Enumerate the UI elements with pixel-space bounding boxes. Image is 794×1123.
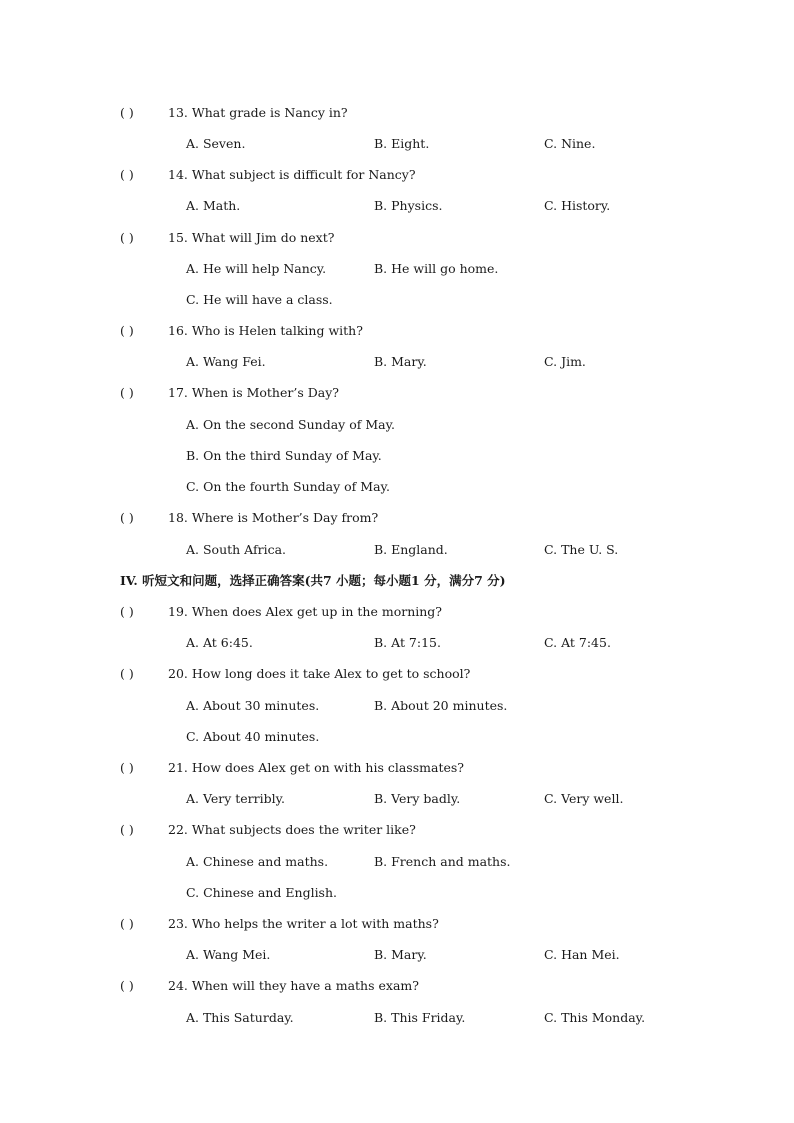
- answer-blank[interactable]: ( ): [120, 666, 134, 681]
- option-a[interactable]: A. About 30 minutes.: [186, 698, 320, 713]
- question-13: [0, 103, 794, 123]
- option-c[interactable]: C. Jim.: [544, 354, 586, 369]
- options-20-row2: [0, 727, 794, 747]
- option-b[interactable]: B. He will go home.: [374, 261, 499, 276]
- question-text: 23. Who helps the writer a lot with maths?: [168, 916, 439, 931]
- question-text: 19. When does Alex get up in the morning?: [168, 604, 442, 619]
- question-15: [0, 228, 794, 248]
- answer-blank[interactable]: ( ): [120, 230, 134, 245]
- options-13: [0, 134, 794, 154]
- question-text: 15. What will Jim do next?: [168, 230, 335, 245]
- option-c[interactable]: C. He will have a class.: [186, 292, 333, 307]
- option-b[interactable]: B. French and maths.: [374, 854, 511, 869]
- options-17-row3: [0, 477, 794, 497]
- section-iv-heading: [0, 571, 794, 591]
- question-24: [0, 976, 794, 996]
- option-c[interactable]: C. Chinese and English.: [186, 885, 338, 900]
- option-c[interactable]: C. The U. S.: [544, 542, 619, 557]
- question-text: 20. How long does it take Alex to get to school?: [168, 666, 471, 681]
- option-b[interactable]: B. Eight.: [374, 136, 430, 151]
- question-16: [0, 321, 794, 341]
- option-b[interactable]: B. Very badly.: [374, 791, 461, 806]
- option-c[interactable]: C. Han Mei.: [544, 947, 620, 962]
- question-14: [0, 165, 794, 185]
- options-22-row2: [0, 883, 794, 903]
- answer-blank[interactable]: ( ): [120, 760, 134, 775]
- option-a[interactable]: A. Math.: [186, 198, 241, 213]
- options-17-row2: [0, 446, 794, 466]
- option-a[interactable]: A. He will help Nancy.: [186, 261, 327, 276]
- option-b[interactable]: B. On the third Sunday of May.: [186, 448, 382, 463]
- option-a[interactable]: A. At 6:45.: [186, 635, 253, 650]
- answer-blank[interactable]: ( ): [120, 323, 134, 338]
- options-16: [0, 352, 794, 372]
- options-14: [0, 196, 794, 216]
- question-17: [0, 383, 794, 403]
- question-text: 21. How does Alex get on with his classmates?: [168, 760, 464, 775]
- section-title: IV. 听短文和问题，选择正确答案(共7 小题；每小题1 分，满分7 分): [120, 573, 506, 588]
- options-17-row1: [0, 415, 794, 435]
- option-b[interactable]: B. Physics.: [374, 198, 443, 213]
- option-b[interactable]: B. Mary.: [374, 354, 427, 369]
- question-23: [0, 914, 794, 934]
- option-b[interactable]: B. At 7:15.: [374, 635, 441, 650]
- option-c[interactable]: C. History.: [544, 198, 611, 213]
- answer-blank[interactable]: ( ): [120, 604, 134, 619]
- options-24: [0, 1008, 794, 1028]
- answer-blank[interactable]: ( ): [120, 822, 134, 837]
- option-a[interactable]: A. On the second Sunday of May.: [186, 417, 395, 432]
- option-a[interactable]: A. Seven.: [186, 136, 246, 151]
- answer-blank[interactable]: ( ): [120, 916, 134, 931]
- option-a[interactable]: A. Wang Mei.: [186, 947, 271, 962]
- options-23: [0, 945, 794, 965]
- question-text: 22. What subjects does the writer like?: [168, 822, 416, 837]
- answer-blank[interactable]: ( ): [120, 510, 134, 525]
- options-21: [0, 789, 794, 809]
- question-22: [0, 820, 794, 840]
- option-b[interactable]: B. About 20 minutes.: [374, 698, 508, 713]
- option-b[interactable]: B. This Friday.: [374, 1010, 466, 1025]
- option-c[interactable]: C. Nine.: [544, 136, 596, 151]
- question-text: 18. Where is Mother’s Day from?: [168, 510, 379, 525]
- option-b[interactable]: B. Mary.: [374, 947, 427, 962]
- answer-blank[interactable]: ( ): [120, 167, 134, 182]
- question-20: [0, 664, 794, 684]
- option-c[interactable]: C. On the fourth Sunday of May.: [186, 479, 390, 494]
- answer-blank[interactable]: ( ): [120, 978, 134, 993]
- option-a[interactable]: A. Chinese and maths.: [186, 854, 329, 869]
- question-text: 14. What subject is difficult for Nancy?: [168, 167, 416, 182]
- option-c[interactable]: C. About 40 minutes.: [186, 729, 320, 744]
- options-15-row1: [0, 259, 794, 279]
- option-b[interactable]: B. England.: [374, 542, 448, 557]
- options-20-row1: [0, 696, 794, 716]
- option-c[interactable]: C. Very well.: [544, 791, 624, 806]
- answer-blank[interactable]: ( ): [120, 385, 134, 400]
- options-18: [0, 540, 794, 560]
- answer-blank[interactable]: ( ): [120, 105, 134, 120]
- question-18: [0, 508, 794, 528]
- question-text: 24. When will they have a maths exam?: [168, 978, 419, 993]
- option-a[interactable]: A. This Saturday.: [186, 1010, 294, 1025]
- question-text: 16. Who is Helen talking with?: [168, 323, 363, 338]
- option-a[interactable]: A. Wang Fei.: [186, 354, 266, 369]
- question-text: 17. When is Mother’s Day?: [168, 385, 339, 400]
- option-c[interactable]: C. At 7:45.: [544, 635, 611, 650]
- options-19: [0, 633, 794, 653]
- options-22-row1: [0, 852, 794, 872]
- options-15-row2: [0, 290, 794, 310]
- option-a[interactable]: A. Very terribly.: [186, 791, 286, 806]
- question-text: 13. What grade is Nancy in?: [168, 105, 348, 120]
- question-21: [0, 758, 794, 778]
- option-a[interactable]: A. South Africa.: [186, 542, 286, 557]
- question-19: [0, 602, 794, 622]
- option-c[interactable]: C. This Monday.: [544, 1010, 646, 1025]
